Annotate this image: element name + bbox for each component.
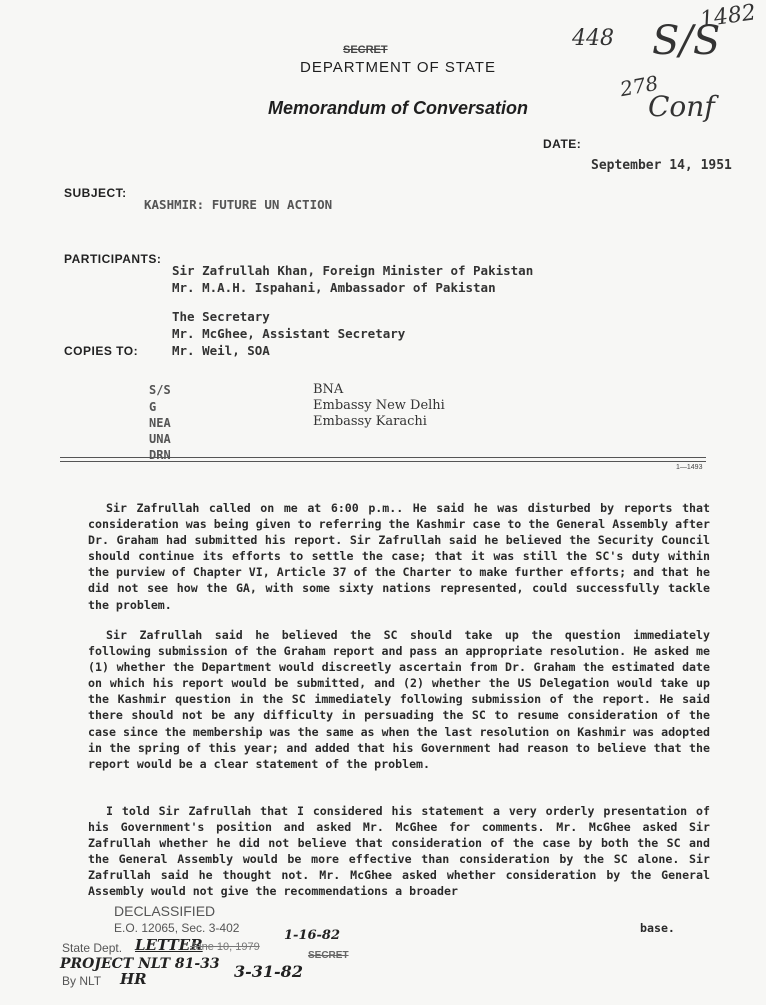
struck-secret: SECRET (308, 950, 349, 961)
memo-title (0, 98, 766, 119)
copy-embassy-new-delhi: Embassy New Delhi (313, 398, 445, 413)
eo-line: E.O. 12065, Sec. 3-402 (114, 921, 240, 935)
copy-bna: BNA (313, 382, 344, 397)
paragraph-2: Sir Zafrullah said he believed the SC should take up the question immediately following submission of the Graham report and pass an appropriate resolution. He asked me (1) whether the Department would discreetly ascertain from Dr. Graham the estimated date on which his report would be submitted, and (2) whether the US Delegation would take up the Kashmir question in the SC immediately following submission of the report. He said there should not be any difficulty in persuading the SC to resume consideration of the case since the membership was the same as when the last resolution on Kashmir was adopted in the spring of this year; and added that his Government had reason to believe that the report would be a clear statement of the problem. (88, 628, 710, 771)
handwritten-date-1: 1-16-82 (284, 928, 341, 943)
catchword: base. (640, 921, 675, 935)
subject-label: SUBJECT: (64, 186, 127, 200)
state-dept-handwritten: LETTER (135, 936, 203, 954)
struck-date: June 10, 1979 (190, 941, 260, 953)
handwritten-number-278: 278 (618, 70, 660, 102)
divider-bottom (60, 461, 706, 462)
copies-to-label: COPIES TO: (64, 344, 139, 358)
divider-top (60, 457, 706, 458)
participant-weil: Mr. Weil, SOA (172, 343, 270, 358)
paragraph-3: I told Sir Zafrullah that I considered his statement a very orderly presentation of his Government's position and asked Mr. McGhee for comments. Mr. McGhee asked Sir Zafrullah whether he did not believe that consideration of the case by both the SC and the General Assembly would be more effective than consideration by the SC alone. Sir Zafrullah said he thought not. Mr. McGhee asked whether consideration by the General Assembly would not give the recommendations a broader (88, 804, 710, 899)
copy-drn: DRN (149, 448, 171, 462)
handwritten-number-1482: 1482 (698, 0, 758, 33)
copy-nea: NEA (149, 416, 171, 430)
handwritten-number-448: 448 (572, 26, 614, 51)
handwritten-date-2: 3-31-82 (234, 962, 303, 981)
struck-classification: SECRET (343, 44, 388, 56)
handwritten-ss: S/S (652, 18, 721, 64)
declassified-stamp: DECLASSIFIED (114, 903, 216, 919)
copy-ss: S/S (149, 383, 171, 397)
state-dept-label: State Dept. (62, 941, 123, 955)
department-name: DEPARTMENT OF STATE (300, 59, 496, 76)
copy-embassy-karachi: Embassy Karachi (313, 414, 427, 429)
project-handwritten: PROJECT NLT 81-33 (60, 956, 220, 972)
memo-title-text: Memorandum of Conversation (267, 98, 529, 118)
paragraph-1: Sir Zafrullah called on me at 6:00 p.m.. He said he was disturbed by reports that consideration was being given to referring the Kashmir case to the General Assembly after Dr. Graham had submitted his report. Sir Zafrullah said he believed the Security Council should continue its efforts to settle the case; that it was still the SC's duty within the purview of Chapter VI, Article 37 of the Charter to make further efforts; and that he did not see how the GA, with some sixty nations represented, could successfully tackle the problem. (88, 501, 710, 612)
participants-label: PARTICIPANTS: (64, 252, 162, 266)
department-heading (0, 59, 766, 76)
participant-mcghee: Mr. McGhee, Assistant Secretary (172, 326, 406, 341)
handwritten-conf: Conf (648, 90, 715, 123)
participant-ispahani: Mr. M.A.H. Ispahani, Ambassador of Pakistan (172, 280, 496, 295)
participant-zafrullah: Sir Zafrullah Khan, Foreign Minister of Pakistan (172, 263, 534, 278)
copy-g: G (149, 400, 157, 414)
form-number: 1—1493 (676, 464, 703, 471)
by-label: By NLT (62, 974, 102, 988)
by-handwritten: HR (120, 970, 147, 988)
date-value: September 14, 1951 (591, 158, 732, 173)
date-label: DATE: (543, 137, 582, 151)
subject-value: KASHMIR: FUTURE UN ACTION (144, 197, 333, 212)
copy-una: UNA (149, 432, 171, 446)
participant-secretary: The Secretary (172, 309, 270, 324)
